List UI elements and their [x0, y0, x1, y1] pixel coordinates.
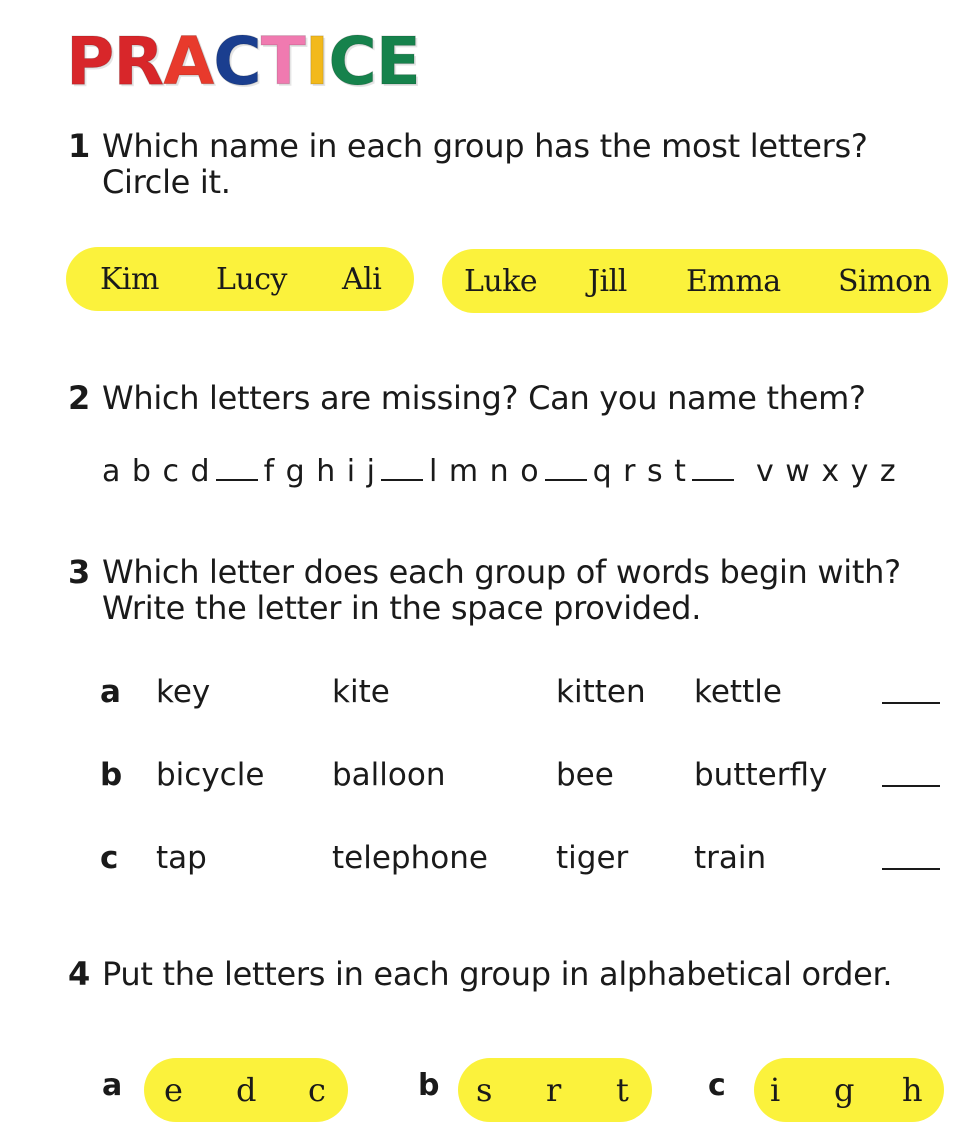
answer-blank[interactable] — [882, 702, 940, 704]
letter: c — [308, 1071, 326, 1109]
letter-group-c — [754, 1058, 944, 1122]
word: tap — [156, 840, 207, 876]
alphabet-segment: a b c d — [102, 454, 210, 489]
group-label: c — [708, 1068, 726, 1103]
group-label: b — [418, 1068, 440, 1103]
word: tiger — [556, 840, 629, 876]
word: kite — [332, 674, 390, 710]
question-number: 1 — [68, 127, 90, 165]
name-option[interactable]: Luke — [464, 263, 538, 299]
title-letter: C — [328, 23, 376, 100]
word: kettle — [694, 674, 782, 710]
word: bicycle — [156, 757, 265, 793]
letter: e — [164, 1071, 183, 1109]
letter: s — [476, 1071, 492, 1109]
name-group-2 — [442, 249, 948, 313]
letter-group-b — [458, 1058, 652, 1122]
name-option[interactable]: Emma — [686, 263, 781, 299]
letter: r — [546, 1071, 561, 1109]
row-label: b — [100, 757, 123, 793]
word: key — [156, 674, 211, 710]
answer-blank[interactable] — [882, 868, 940, 870]
question-number: 4 — [68, 955, 90, 993]
alphabet-segment: q r s t — [592, 454, 686, 489]
alphabet-sequence — [102, 454, 896, 489]
title-letter: R — [113, 23, 164, 100]
question-number: 3 — [68, 553, 90, 591]
letter: d — [236, 1071, 256, 1109]
name-option[interactable]: Kim — [100, 261, 159, 297]
missing-letter-blank[interactable] — [216, 457, 258, 481]
practice-title — [66, 22, 420, 102]
name-option[interactable]: Simon — [838, 263, 932, 299]
answer-blank[interactable] — [882, 785, 940, 787]
question-text: Which letters are missing? Can you name them? — [102, 379, 866, 417]
name-group-1 — [66, 247, 414, 311]
letter-group-a — [144, 1058, 348, 1122]
title-letter: E — [375, 23, 420, 100]
alphabet-segment: l m n o — [429, 454, 539, 489]
question-1 — [68, 128, 962, 200]
question-text: Put the letters in each group in alphabetical order. — [102, 955, 893, 993]
letter: h — [902, 1071, 923, 1109]
word: kitten — [556, 674, 646, 710]
alphabet-segment: v w x y z — [755, 454, 896, 489]
letter: i — [770, 1071, 780, 1109]
title-letter: P — [66, 23, 114, 100]
letter: t — [616, 1071, 629, 1109]
word: butterfly — [694, 757, 828, 793]
question-4 — [68, 956, 902, 992]
question-text: Which letter does each group of words begin with? Write the letter in the space provided. — [102, 553, 901, 627]
letter: g — [834, 1071, 854, 1109]
word: telephone — [332, 840, 488, 876]
row-label: a — [100, 674, 121, 710]
row-label: c — [100, 840, 119, 876]
group-label: a — [102, 1068, 123, 1103]
question-text: Which name in each group has the most letters? Circle it. — [102, 127, 868, 201]
question-number: 2 — [68, 379, 90, 417]
missing-letter-blank[interactable] — [692, 457, 734, 481]
title-letter: I — [304, 23, 329, 100]
title-letter: T — [260, 23, 305, 100]
word: train — [694, 840, 767, 876]
title-letter: C — [213, 23, 261, 100]
word: bee — [556, 757, 614, 793]
name-option[interactable]: Jill — [588, 263, 627, 299]
name-option[interactable]: Lucy — [216, 261, 287, 297]
question-3 — [68, 554, 902, 626]
title-letter: A — [163, 23, 214, 100]
missing-letter-blank[interactable] — [545, 457, 587, 481]
name-option[interactable]: Ali — [342, 261, 382, 297]
word: balloon — [332, 757, 446, 793]
question-2 — [68, 380, 962, 416]
missing-letter-blank[interactable] — [381, 457, 423, 481]
alphabet-segment: f g h i j — [263, 454, 376, 489]
